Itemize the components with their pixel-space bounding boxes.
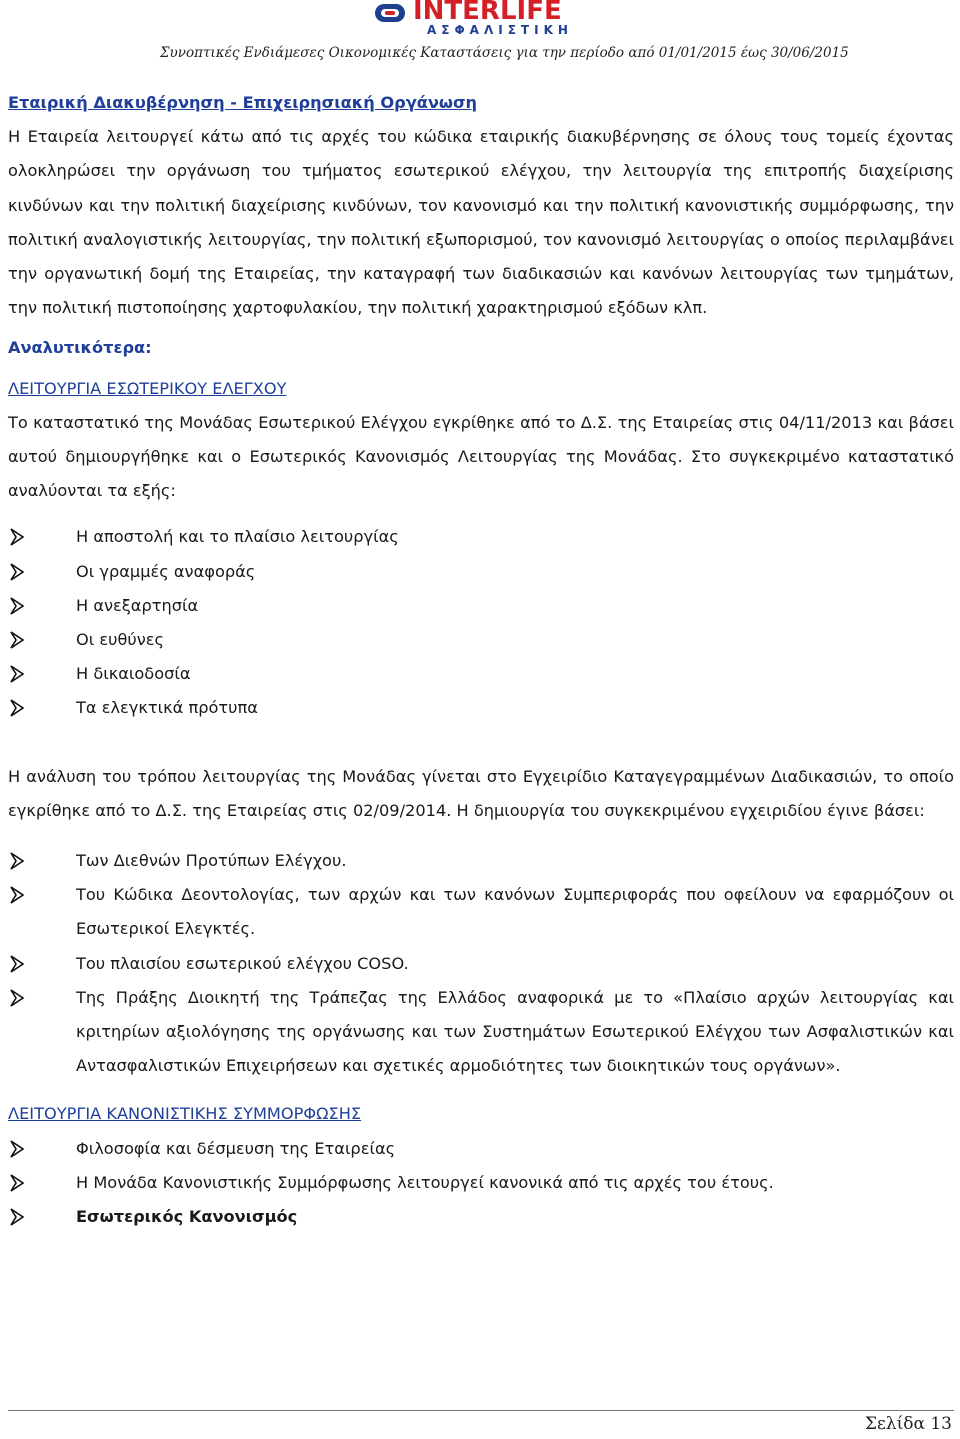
company-logo <box>375 0 590 38</box>
list-item: Η αποστολή και το πλαίσιο λειτουργίας <box>8 520 954 554</box>
arrow-bullet-icon <box>8 623 28 657</box>
list-item: Τα ελεγκτικά πρότυπα <box>8 691 954 725</box>
arrow-bullet-icon <box>8 691 28 725</box>
list-item: Φιλοσοφία και δέσμευση της Εταιρείας <box>8 1132 954 1166</box>
footer-divider <box>8 1410 954 1411</box>
logo-mark-icon <box>375 2 407 24</box>
arrow-bullet-icon <box>8 981 28 1015</box>
arrow-bullet-icon <box>8 844 28 878</box>
governance-paragraph: Η Εταιρεία λειτουργεί κάτω από τις αρχές του κώδικα εταιρικής διακυβέρνησης σε όλους τους τομείς έχοντας ολοκληρώσει την οργάνωση του τμήματος εσωτερικού ελέγχου, την λειτουργία της επιτροπής διαχείρισης κινδύνων και την πολιτική διαχείρισης κινδύνων, τον κανονισμό και την πολιτική κανονιστικής συμμόρφωσης, την πολιτική αναλογιστικής λειτουργίας, την πολιτική εξωπορισμού, τον κανονισμό λειτουργίας ο οποίος περιλαμβάνει την οργανωτική δομή της Εταιρείας, την καταγραφή των διαδικασιών και κανόνων λειτουργίας των τμημάτων, την πολιτική πιστοποίησης χαρτοφυλακίου, την πολιτική χαρακτηρισμού εξόδων κλπ. <box>8 127 954 318</box>
list-item: Η Μονάδα Κανονιστικής Συμμόρφωσης λειτουργεί κανονικά από τις αρχές του έτους. <box>8 1166 954 1200</box>
charter-list <box>8 520 954 725</box>
list-item: Η ανεξαρτησία <box>8 589 954 623</box>
arrow-bullet-icon <box>8 1132 28 1166</box>
logo-subtitle: ΑΣΦΑΛΙΣΤΙΚΗ <box>427 23 573 37</box>
list-item: Των Διεθνών Προτύπων Ελέγχου. <box>8 844 954 878</box>
list-item: Της Πράξης Διοικητή της Τράπεζας της Ελλάδος αναφορικά με το «Πλαίσιο αρχών λειτουργίας και κριτηρίων αξιολόγησης της οργάνωσης και των Συστημάτων Εσωτερικού Ελέγχου των Ασφαλιστικών και Αντασφαλιστικών Επιχειρήσεων και σχετικές αρμοδιότητες των διοικητικών τους οργάνων». <box>8 981 954 1084</box>
page-header <box>0 0 960 70</box>
basis-list <box>8 844 954 1083</box>
arrow-bullet-icon <box>8 878 28 912</box>
list-item: Η δικαιοδοσία <box>8 657 954 691</box>
list-item: Του πλαισίου εσωτερικού ελέγχου COSO. <box>8 947 954 981</box>
section-title-governance: Εταιρική Διακυβέρνηση - Επιχειρησιακή Οργάνωση <box>8 93 478 112</box>
arrow-bullet-icon <box>8 555 28 589</box>
internal-audit-paragraph: Το καταστατικό της Μονάδας Εσωτερικού Ελέγχου εγκρίθηκε από το Δ.Σ. της Εταιρείας στις 04/11/2013 και βάσει αυτού δημιουργήθηκε και ο Εσωτερικός Κανονισμός Λειτουργίας της Μονάδας. Στο συγκεκριμένο καταστατικό αναλύονται τα εξής: <box>8 412 954 501</box>
page-number: Σελίδα 13 <box>864 1414 952 1434</box>
manual-paragraph: Η ανάλυση του τρόπου λειτουργίας της Μονάδας γίνεται στο Εγχειρίδιο Καταγεγραμμένων Διαδικασιών, το οποίο εγκρίθηκε από το Δ.Σ. της Εταιρείας στις 02/09/2014. Η δημιουργία του συγκεκριμένου εγχειριδίου έγινε βάσει: <box>8 766 954 820</box>
list-item: Οι γραμμές αναφοράς <box>8 555 954 589</box>
arrow-bullet-icon <box>8 1166 28 1200</box>
document-subtitle: Συνοπτικές Ενδιάμεσες Οικονομικές Καταστάσεις για την περίοδο από 01/01/2015 έως 30/06/2015 <box>160 45 849 61</box>
list-item: Του Κώδικα Δεοντολογίας, των αρχών και των κανόνων Συμπεριφοράς που οφείλουν να εφαρμόζουν οι Εσωτερικοί Ελεγκτές. <box>8 878 954 946</box>
list-item: Εσωτερικός Κανονισμός <box>8 1200 954 1234</box>
list-item: Οι ευθύνες <box>8 623 954 657</box>
page-content <box>8 86 954 1234</box>
logo-title: INTERLIFE <box>413 0 562 26</box>
arrow-bullet-icon <box>8 947 28 981</box>
arrow-bullet-icon <box>8 589 28 623</box>
arrow-bullet-icon <box>8 1200 28 1234</box>
section-title-compliance: ΛΕΙΤΟΥΡΓΙΑ ΚΑΝΟΝΙΣΤΙΚΗΣ ΣΥΜΜΟΡΦΩΣΗΣ <box>8 1104 362 1124</box>
analysis-label: Αναλυτικότερα: <box>8 338 152 358</box>
section-title-internal-audit: ΛΕΙΤΟΥΡΓΙΑ ΕΣΩΤΕΡΙΚΟΥ ΕΛΕΓΧΟΥ <box>8 378 287 398</box>
arrow-bullet-icon <box>8 520 28 554</box>
arrow-bullet-icon <box>8 657 28 691</box>
compliance-list <box>8 1132 954 1235</box>
